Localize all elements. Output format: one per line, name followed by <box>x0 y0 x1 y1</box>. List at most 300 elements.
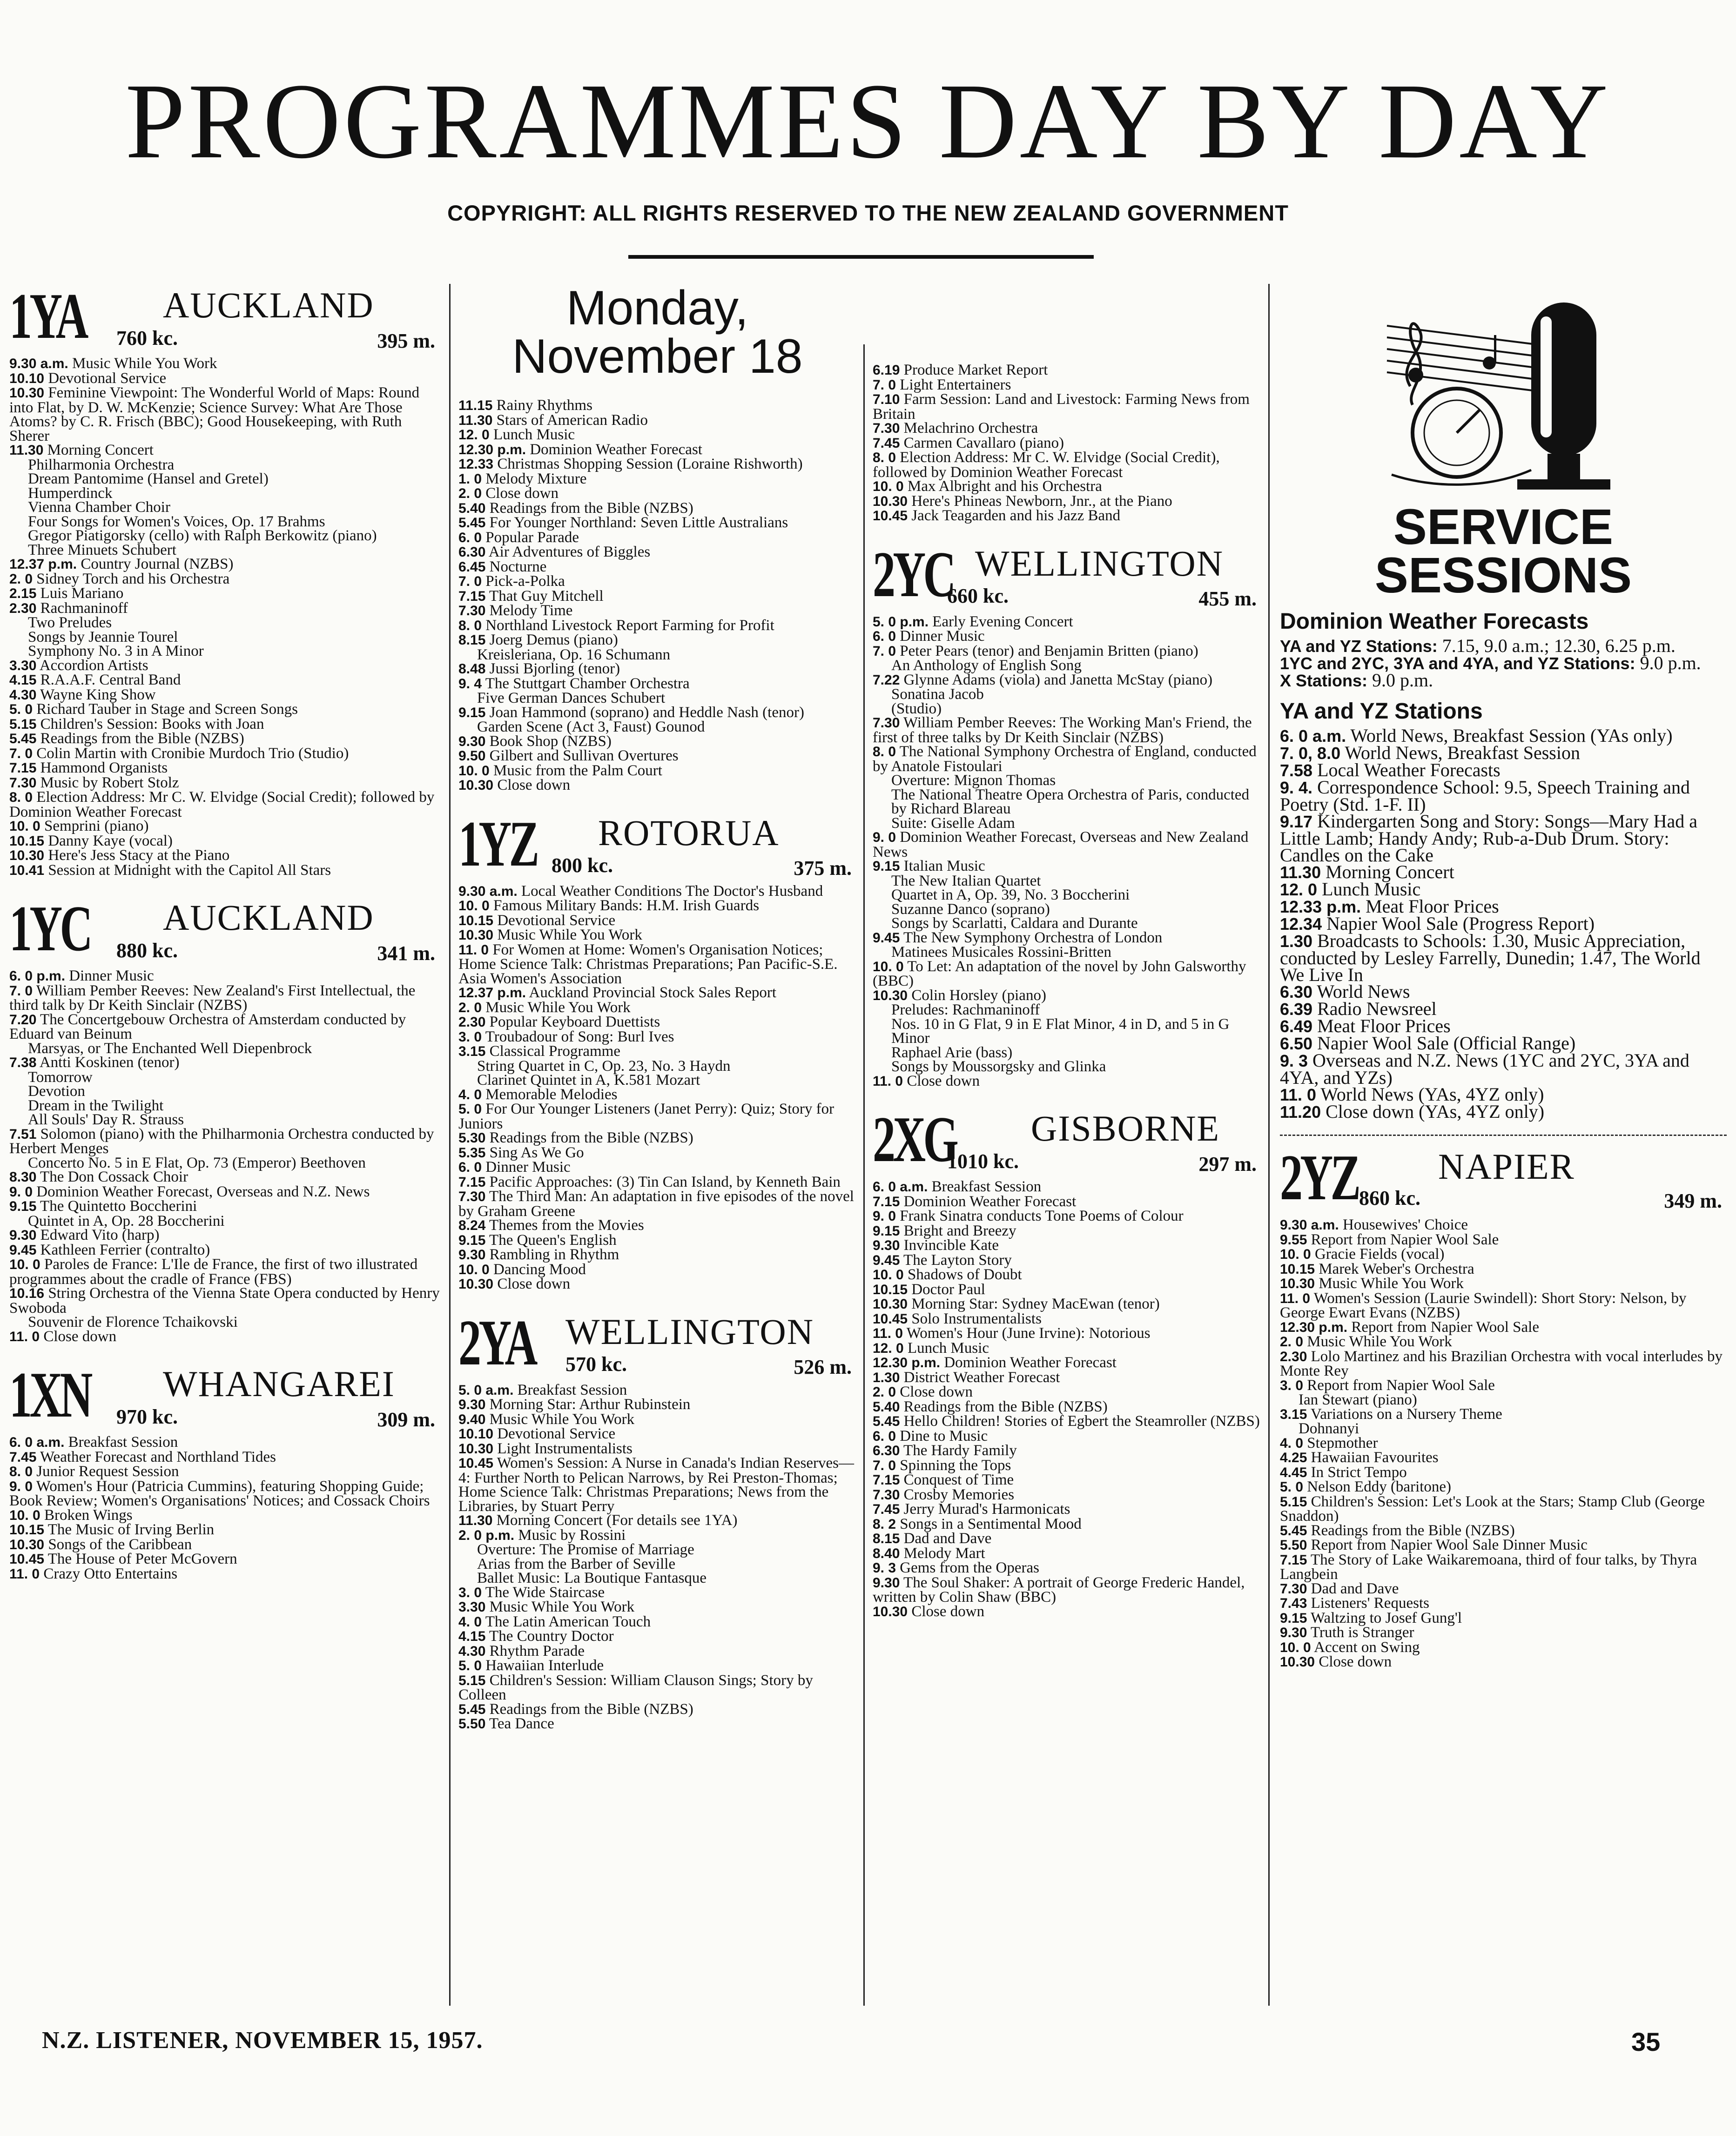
programme-time: 8. 0 <box>9 790 33 805</box>
programme-title: The National Theatre Opera Orchestra of Paris, conducted by Richard Blareau <box>891 786 1250 817</box>
programme-title: Election Address: Mr C. W. Elvidge (Social Credit); followed by Dominion Weather Forecast <box>9 789 435 820</box>
programme-time: 7.30 <box>1280 1581 1307 1597</box>
programme-time: 9.30 a.m. <box>9 356 68 371</box>
programme-time: 10.16 <box>9 1286 45 1301</box>
programme-entry <box>1280 1320 1727 1335</box>
programme-entry <box>458 604 856 618</box>
programme-entry <box>873 421 1261 436</box>
programme-title: The New Italian Quartet <box>891 872 1041 889</box>
programme-title: Hammond Organists <box>40 759 168 776</box>
station-wavelength: 349 m. <box>1664 1189 1722 1212</box>
programme-title: Max Albright and his Orchestra <box>907 478 1102 495</box>
programme-title: Luis Mariano <box>40 585 124 602</box>
programme-time: 9.15 <box>458 705 486 720</box>
programme-time: 9.45 <box>873 1252 900 1268</box>
programme-title: Symphony No. 3 in A Minor <box>28 643 204 659</box>
station-callsign: 2XG <box>873 1103 956 1175</box>
station-city: AUCKLAND <box>163 285 374 325</box>
programme-time: 4. 0 <box>458 1087 482 1102</box>
programme-entry <box>458 1717 856 1732</box>
programme-title: Rambling in Rhythm <box>489 1246 619 1263</box>
programme-title: Peter Pears (tenor) and Benjamin Britten (piano) <box>900 642 1198 659</box>
programme-title: Napier Wool Sale (Official Range) <box>1317 1033 1576 1054</box>
programme-entry <box>873 931 1261 946</box>
programme-time: 7. 0 <box>873 643 896 659</box>
programme-entry <box>458 1030 856 1045</box>
programme-title: Clarinet Quintet in A, K.581 Mozart <box>477 1072 700 1088</box>
programme-entry <box>873 1370 1261 1385</box>
programme-entry <box>1280 1436 1727 1451</box>
programme-entry <box>458 677 856 692</box>
programme-title: Report from Napier Wool Sale Dinner Music <box>1311 1537 1588 1553</box>
programme-time: 7. 0, 8.0 <box>1280 744 1341 763</box>
programme-title: Marek Weber's Orchestra <box>1319 1260 1474 1277</box>
programme-entry <box>873 436 1261 451</box>
programme-entry <box>1280 779 1727 813</box>
programme-entry <box>9 630 440 645</box>
programme-time: 10. 0 <box>458 1262 490 1277</box>
programme-entry <box>873 788 1261 816</box>
programme-entry <box>9 746 440 761</box>
programme-time: 10.30 <box>458 927 494 943</box>
programme-title: String Orchestra of the Vienna State Opera conducted by Henry Swoboda <box>9 1285 440 1317</box>
programme-title: Gems from the Operas <box>900 1559 1039 1576</box>
programme-entry <box>458 720 856 734</box>
programme-entry <box>458 705 856 720</box>
programme-time: 11.20 <box>1280 1102 1321 1122</box>
forecast-times: 7.15, 9.0 a.m.; 12.30, 6.25 p.m. <box>1442 635 1675 656</box>
copyright-line: COPYRIGHT: ALL RIGHTS RESERVED TO THE NEW ZEALAND GOVERNMENT <box>447 201 1289 225</box>
programme-time: 12.33 <box>458 457 494 472</box>
programme-entry <box>458 764 856 779</box>
programme-title: Preludes: Rachmaninoff <box>891 1001 1040 1018</box>
programme-list-1ya-continued <box>458 398 856 793</box>
programme-entry <box>873 960 1261 988</box>
programme-list-1yc <box>9 969 440 1344</box>
programme-title: Lunch Music <box>493 426 575 443</box>
programme-time: 7.30 <box>458 1189 486 1204</box>
programme-title: Napier Wool Sale (Progress Report) <box>1326 913 1595 934</box>
programme-entry <box>9 658 440 673</box>
column-4 <box>1280 293 1727 1670</box>
programme-entry <box>873 629 1261 644</box>
programme-entry <box>873 888 1261 902</box>
programme-time: 9.55 <box>1280 1232 1307 1248</box>
programme-title: Hawaiian Favourites <box>1311 1449 1439 1466</box>
programme-time: 7. 0 <box>9 983 33 999</box>
programme-time: 9. 3 <box>1280 1051 1308 1070</box>
station-header-1xn <box>9 1359 440 1432</box>
station-header-1ya <box>9 280 440 354</box>
programme-title: String Quartet in C, Op. 23, No. 3 Haydn <box>477 1057 731 1075</box>
programme-entry <box>1280 1553 1727 1582</box>
programme-entry <box>1280 813 1727 864</box>
programme-entry <box>1280 1393 1727 1407</box>
programme-time: 9.30 <box>458 733 486 749</box>
programme-entry <box>9 1199 440 1214</box>
programme-entry <box>9 1185 440 1200</box>
programme-title: Raphael Arie (bass) <box>891 1044 1013 1061</box>
programme-time: 10. 0 <box>9 1507 40 1523</box>
programme-entry <box>9 616 440 630</box>
programme-time: 6. 0 <box>873 629 896 644</box>
programme-time: 10.15 <box>9 833 45 849</box>
programme-time: 10.30 <box>873 1296 908 1312</box>
programme-title: Melody Mart <box>903 1545 985 1562</box>
programme-time: 1.30 <box>873 1370 900 1385</box>
programme-entry <box>873 1326 1261 1341</box>
programme-time: 8.15 <box>873 1531 900 1546</box>
programme-title: Vienna Chamber Choir <box>28 499 170 516</box>
programme-title: Dream Pantomime (Hansel and Gretel) <box>28 470 269 487</box>
programme-time: 12.30 p.m. <box>1280 1319 1348 1335</box>
programme-entry <box>458 486 856 501</box>
programme-entry <box>873 494 1261 509</box>
programme-time: 7.15 <box>873 1194 900 1209</box>
programme-time: 4.25 <box>1280 1450 1307 1465</box>
programme-title: Rhythm Parade <box>489 1642 585 1659</box>
programme-time: 10.30 <box>9 848 45 863</box>
programme-entry <box>458 648 856 662</box>
programme-entry <box>873 1488 1261 1503</box>
programme-title: Variations on a Nursery Theme <box>1311 1405 1502 1423</box>
programme-title: Music While You Work <box>1307 1333 1452 1350</box>
programme-title: Weather Forecast and Northland Tides <box>40 1448 276 1465</box>
programme-entry <box>1280 1480 1727 1495</box>
programme-entry <box>873 1531 1261 1546</box>
programme-time: 6.50 <box>1280 1034 1313 1053</box>
programme-entry <box>873 1473 1261 1488</box>
column-rule <box>449 284 451 2006</box>
programme-entry <box>458 1397 856 1412</box>
programme-time: 9.45 <box>873 930 900 946</box>
programme-entry <box>873 1341 1261 1356</box>
programme-time: 11.30 <box>458 412 493 428</box>
forecast-stations: X Stations: <box>1280 671 1368 690</box>
programme-title: Concerto No. 5 in E Flat, Op. 73 (Emperor) Beethoven <box>28 1154 366 1171</box>
programme-entry <box>1280 1596 1727 1611</box>
programme-title: Devotional Service <box>497 1425 616 1442</box>
column-3 <box>873 363 1261 1619</box>
programme-time: 5. 0 <box>458 1658 482 1673</box>
programme-entry <box>1280 930 1727 985</box>
radio-microphone-illustration <box>1378 293 1629 498</box>
programme-entry <box>458 778 856 793</box>
programme-time: 8. 2 <box>873 1516 896 1532</box>
programme-entry <box>458 884 856 899</box>
programme-entry <box>9 1099 440 1113</box>
programme-time: 6. 0 a.m. <box>9 1435 65 1450</box>
programme-time: 6.30 <box>458 544 486 560</box>
programme-entry <box>1280 1233 1727 1248</box>
programme-entry <box>458 472 856 487</box>
programme-entry <box>458 443 856 457</box>
station-frequency: 570 kc. <box>565 1353 627 1376</box>
programme-title: The Third Man: An adaptation in five episodes of the novel by Graham Greene <box>458 1188 854 1220</box>
programme-entry <box>458 1629 856 1644</box>
programme-title: Songs by Jeannie Tourel <box>28 628 178 645</box>
programme-time: 5.45 <box>1280 1523 1307 1538</box>
programme-entry <box>458 1383 856 1398</box>
programme-title: Doctor Paul <box>911 1281 985 1298</box>
programme-title: Four Songs for Women's Voices, Op. 17 Brahms <box>28 513 325 530</box>
programme-title: Jussi Bjorling (tenor) <box>489 660 620 677</box>
programme-entry <box>9 543 440 558</box>
programme-entry <box>9 356 440 371</box>
programme-time: 11.15 <box>458 398 493 413</box>
programme-time: 2. 0 p.m. <box>458 1527 515 1543</box>
programme-title: Popular Keyboard Duettists <box>489 1014 660 1030</box>
programme-title: Light Entertainers <box>900 376 1011 393</box>
programme-entry <box>458 1615 856 1630</box>
programme-title: Rachmaninoff <box>40 599 128 617</box>
programme-entry <box>458 691 856 705</box>
programme-time: 8.30 <box>9 1169 37 1185</box>
programme-title: Close down (YAs, 4YZ only) <box>1326 1101 1545 1122</box>
programme-time: 10.30 <box>873 493 908 509</box>
programme-time: 9. 0 <box>9 1478 33 1494</box>
programme-entry <box>9 1567 440 1582</box>
programme-time: 9.30 a.m. <box>458 883 518 899</box>
programme-entry <box>9 1156 440 1170</box>
programme-entry <box>873 745 1261 773</box>
programme-title: Dinner Music <box>900 628 985 645</box>
programme-title: Songs of the Caribbean <box>48 1536 192 1553</box>
programme-entry <box>9 834 440 849</box>
station-wavelength: 309 m. <box>377 1408 435 1431</box>
programme-entry <box>458 1644 856 1659</box>
programme-time: 4. 0 <box>1280 1435 1304 1451</box>
programme-time: 3. 0 <box>458 1585 482 1600</box>
programme-entry <box>458 633 856 648</box>
programme-title: World News, Breakfast Session (YAs only) <box>1350 725 1673 746</box>
programme-title: Stepmother <box>1307 1434 1378 1451</box>
programme-entry <box>458 899 856 914</box>
programme-entry <box>9 515 440 529</box>
programme-entry <box>873 1268 1261 1283</box>
programme-time: 11. 0 <box>1280 1290 1311 1306</box>
programme-time: 5. 0 p.m. <box>873 614 929 630</box>
programme-title: Kreisleriana, Op. 16 Schumann <box>477 646 671 663</box>
programme-title: Melachrino Orchestra <box>903 420 1038 437</box>
programme-title: Dominion Weather Forecast <box>530 441 702 458</box>
station-frequency: 660 kc. <box>947 584 1009 607</box>
programme-title: Music from the Palm Court <box>493 762 662 779</box>
programme-title: Lunch Music <box>907 1339 989 1357</box>
programme-time: 5.40 <box>458 500 486 516</box>
column-rule <box>863 344 865 2006</box>
station-header-1yz <box>458 807 856 881</box>
station-header-2yc <box>873 538 1261 612</box>
programme-time: 6.49 <box>1280 1017 1313 1036</box>
programme-title: Overseas and N.Z. News (1YC and 2YC, 3YA and 4YA, and YZs) <box>1280 1050 1689 1088</box>
programme-title: Readings from the Bible (NZBS) <box>40 730 244 747</box>
programme-title: Ian Stewart (piano) <box>1299 1391 1417 1408</box>
programme-entry <box>873 1546 1261 1561</box>
programme-entry <box>9 1127 440 1156</box>
programme-time: 7.43 <box>1280 1596 1307 1611</box>
programme-entry <box>873 1605 1261 1619</box>
programme-entry <box>9 486 440 501</box>
programme-title: Classical Programme <box>489 1043 620 1060</box>
programme-title: William Pember Reeves: The Working Man's Friend, the first of three talks by Dr Keith Sinclair (NZBS) <box>873 714 1252 746</box>
programme-time: 9.30 <box>873 1575 900 1591</box>
programme-time: 10. 0 <box>873 479 904 494</box>
programme-title: Solomon (piano) with the Philharmonia Orchestra conducted by Herbert Menges <box>9 1125 434 1157</box>
programme-time: 5. 0 <box>458 1102 482 1117</box>
programme-entry <box>9 371 440 386</box>
programme-title: Hello Children! Stories of Egbert the Steamroller (NZBS) <box>903 1413 1260 1430</box>
programme-time: 7.10 <box>873 392 900 407</box>
programme-entry <box>458 516 856 531</box>
programme-entry <box>1280 1640 1727 1655</box>
forecast-row <box>1280 672 1727 689</box>
programme-title: Women's Hour (Patricia Cummins), featuring Shopping Guide; Book Review; Women's Organisations' Notices; and Cossack Choirs <box>9 1478 430 1509</box>
programme-time: 2. 0 <box>458 1000 482 1015</box>
programme-time: 8.24 <box>458 1218 486 1233</box>
programme-time: 4.45 <box>1280 1464 1307 1480</box>
programme-time: 7. 0 <box>873 377 896 393</box>
programme-time: 9. 0 <box>873 830 896 845</box>
programme-time: 9.30 <box>9 1228 37 1243</box>
programme-time: 5. 0 <box>1280 1479 1304 1495</box>
programme-entry <box>9 1055 440 1070</box>
programme-title: Music While You Work <box>497 927 642 943</box>
programme-title: Close down <box>485 485 559 502</box>
programme-title: District Weather Forecast <box>903 1369 1060 1386</box>
programme-title: Readings from the Bible (NZBS) <box>489 1129 693 1146</box>
page-number: 35 <box>1631 2027 1661 2056</box>
programme-time: 6.30 <box>873 1443 900 1458</box>
programme-entry <box>458 1412 856 1427</box>
programme-title: Richard Tauber in Stage and Screen Songs <box>36 701 298 718</box>
programme-title: Gracie Fields (vocal) <box>1314 1246 1445 1263</box>
programme-entry <box>9 673 440 688</box>
programme-title: Children's Session: Let's Look at the Stars; Stamp Club (George Snaddon) <box>1280 1493 1705 1525</box>
programme-title: Jerry Murad's Harmonicats <box>903 1501 1070 1518</box>
programme-entry <box>458 1248 856 1263</box>
programme-time: 6. 0 <box>873 1428 896 1444</box>
programme-time: 10.30 <box>9 1537 45 1552</box>
programme-entry <box>873 916 1261 931</box>
programme-entry <box>1280 1247 1727 1262</box>
programme-entry <box>1280 1626 1727 1640</box>
programme-time: 7.15 <box>1280 1552 1307 1568</box>
station-wavelength: 455 m. <box>1198 587 1257 610</box>
programme-entry <box>873 1576 1261 1605</box>
programme-time: 3. 0 <box>458 1029 482 1045</box>
service-sessions-list <box>1280 727 1727 1121</box>
station-frequency: 970 kc. <box>116 1405 178 1428</box>
programme-entry <box>9 761 440 776</box>
programme-entry <box>9 1508 440 1523</box>
programme-title: Book Shop (NZBS) <box>489 732 612 750</box>
programme-time: 8. 0 <box>873 450 896 465</box>
programme-time: 7.45 <box>873 435 900 451</box>
programme-entry <box>873 816 1261 831</box>
programme-entry <box>873 1356 1261 1370</box>
programme-title: Overture: Mignon Thomas <box>891 772 1056 789</box>
programme-entry <box>458 928 856 943</box>
station-frequency: 1010 kc. <box>947 1149 1019 1173</box>
programme-time: 5.50 <box>458 1716 486 1732</box>
programme-time: 7.15 <box>873 1472 900 1488</box>
programme-entry <box>458 1673 856 1702</box>
programme-time: 4.30 <box>9 687 37 703</box>
programme-time: 12. 0 <box>458 427 490 443</box>
programme-title: Dominion Weather Forecast <box>903 1193 1077 1210</box>
programme-entry <box>458 1427 856 1442</box>
programme-time: 11. 0 <box>9 1329 40 1344</box>
programme-entry <box>9 732 440 746</box>
programme-title: Music While You Work <box>485 999 631 1016</box>
programme-entry <box>9 1315 440 1330</box>
programme-title: Session at Midnight with the Capitol All Stars <box>48 861 331 879</box>
programme-title: Listeners' Requests <box>1311 1595 1429 1612</box>
programme-title: Crosby Memories <box>903 1486 1015 1503</box>
programme-title: Music by Rossini <box>518 1526 626 1544</box>
programme-title: Readings from the Bible (NZBS) <box>1311 1522 1515 1539</box>
programme-title: The Hardy Family <box>903 1442 1017 1459</box>
programme-entry <box>1280 1378 1727 1393</box>
programme-title: Women's Hour (June Irvine): Notorious <box>906 1325 1151 1342</box>
programme-title: The Music of Irving Berlin <box>47 1521 215 1538</box>
programme-title: Popular Parade <box>485 529 579 546</box>
programme-list-1xn <box>9 1435 440 1581</box>
programme-entry <box>9 1214 440 1229</box>
programme-time: 5.40 <box>873 1399 900 1415</box>
programme-entry <box>9 1243 440 1258</box>
programme-entry <box>9 1479 440 1508</box>
programme-entry <box>873 1502 1261 1517</box>
programme-time: 10.30 <box>1280 1654 1315 1670</box>
programme-time: 12. 0 <box>1280 880 1318 899</box>
programme-entry <box>873 673 1261 688</box>
programme-title: Philharmonia Orchestra <box>28 456 175 473</box>
programme-title: Music While You Work <box>489 1411 635 1428</box>
programme-title: Report from Napier Wool Sale <box>1311 1231 1499 1248</box>
programme-title: Rainy Rhythms <box>496 397 592 414</box>
programme-title: Radio Newsreel <box>1317 998 1437 1019</box>
programme-entry <box>1280 1538 1727 1553</box>
programme-title: Readings from the Bible (NZBS) <box>903 1398 1108 1415</box>
programme-title: Dancing Mood <box>493 1261 586 1278</box>
programme-time: 11. 0 <box>9 1566 40 1582</box>
programme-title: The Quintetto Boccherini <box>40 1198 197 1215</box>
programme-entry <box>458 1277 856 1292</box>
programme-entry <box>9 717 440 732</box>
programme-entry <box>873 1297 1261 1312</box>
programme-title: Nocturne <box>489 558 547 575</box>
programme-entry <box>1280 881 1727 898</box>
station-wavelength: 526 m. <box>794 1356 852 1378</box>
programme-entry <box>9 969 440 984</box>
programme-title: Gregor Piatigorsky (cello) with Ralph Berkowitz (piano) <box>28 527 377 544</box>
programme-title: Carmen Cavallaro (piano) <box>903 434 1064 451</box>
programme-entry <box>873 1561 1261 1576</box>
programme-title: Kindergarten Song and Story: Songs—Mary Had a Little Lamb; Handy Andy; Rub-a-Dub Drum. Story: Candles on the Cake <box>1280 811 1698 866</box>
programme-time: 2. 0 <box>873 1384 896 1400</box>
programme-title: Souvenir de Florence Tchaikovski <box>28 1314 238 1330</box>
programme-entry <box>873 1060 1261 1074</box>
programme-title: That Guy Mitchell <box>489 587 604 605</box>
programme-title: Morning Concert <box>1326 861 1454 882</box>
programme-title: Songs in a Sentimental Mood <box>900 1515 1082 1532</box>
programme-entry <box>458 1146 856 1161</box>
programme-title: Junior Request Session <box>36 1463 179 1480</box>
programme-title: All Souls' Day R. Strauss <box>28 1111 184 1128</box>
programme-time: 7.20 <box>9 1012 37 1028</box>
